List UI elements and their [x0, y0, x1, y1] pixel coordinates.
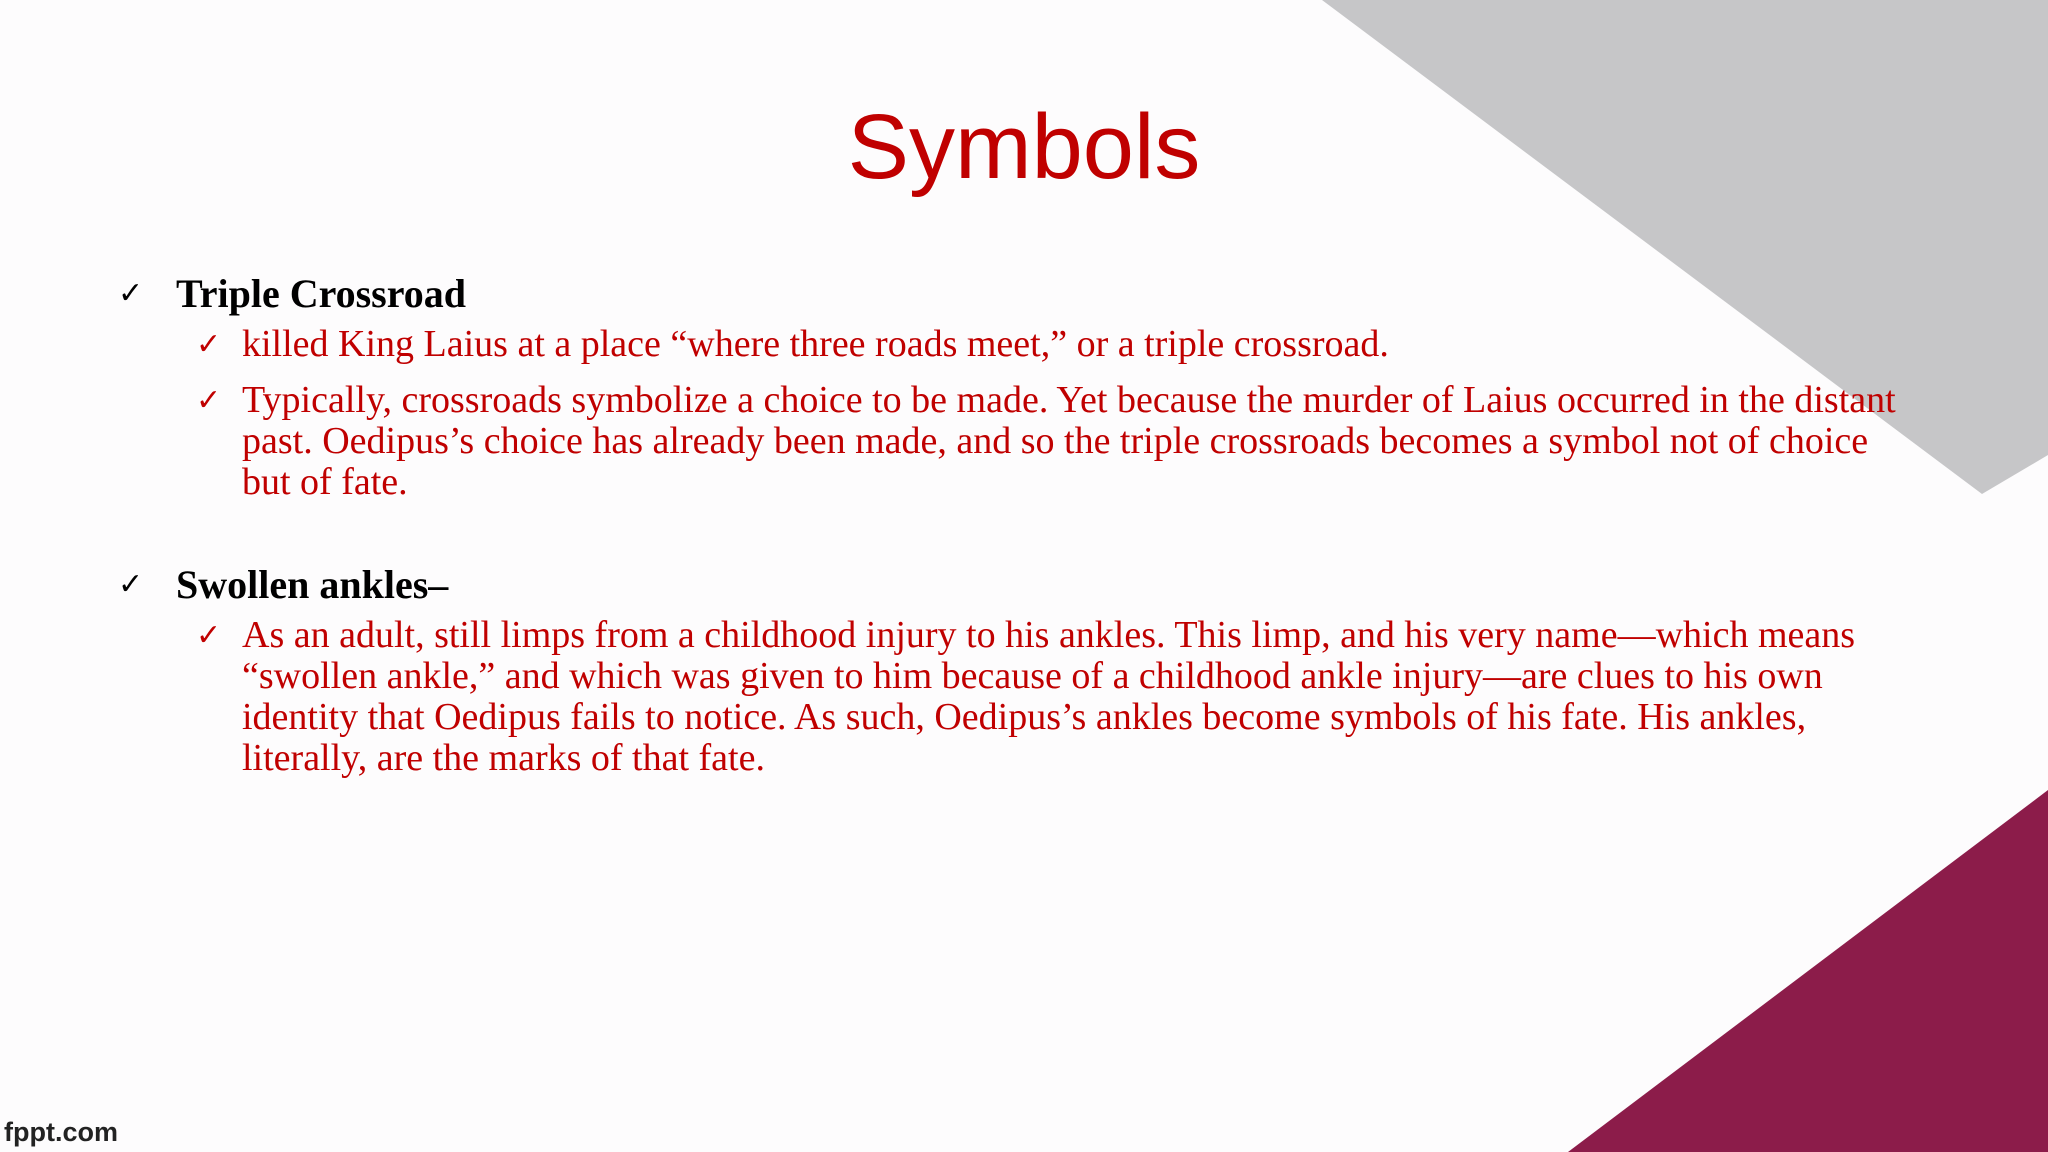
check-icon: ✓ [196, 618, 222, 653]
section-heading [176, 559, 448, 611]
slide-title: Symbols [847, 96, 1201, 198]
fppt-logo: fppt.com [4, 1117, 118, 1147]
sub-bullet [196, 611, 1918, 779]
section-triple-crossroad [118, 268, 1918, 503]
bullet-list [118, 268, 1918, 779]
sub-bullet [196, 320, 1918, 370]
check-icon: ✓ [118, 276, 144, 311]
bullet-row [118, 268, 1918, 320]
sub-bullet-text: As an adult, still limps from a childhood injury to his ankles. This limp, and his very name—which means “swollen ankle,” and which was given to him because of a childhood ankle injury—are clues to his own identity that Oedipus fails to notice. As such, Oedipus’s ankles become symbols of his fate. His ankles, literally, are the marks of that fate. [242, 614, 1856, 779]
sub-bullet-text: killed King Laius at a place “where three roads meet,” or a triple crossroad. [242, 323, 1389, 365]
check-icon: ✓ [118, 567, 144, 602]
sub-bullet [196, 376, 1918, 503]
check-icon: ✓ [196, 383, 222, 418]
section-heading [176, 268, 466, 320]
section-swollen-ankles [118, 559, 1918, 779]
section-heading-suffix: – [428, 562, 449, 607]
maroon-triangle-shape [1568, 790, 2048, 1152]
check-icon: ✓ [196, 327, 222, 362]
section-heading-text: Swollen ankles [176, 562, 429, 607]
bullet-row [118, 559, 1918, 611]
section-heading-text: Triple Crossroad [176, 271, 467, 316]
sub-bullet-text: Typically, crossroads symbolize a choice to be made. Yet because the murder of Laius occurred in the distant past. Oedipus’s choice has already been made, and so the triple crossroads becomes a symbol not of choice but of fate. [242, 379, 1896, 503]
